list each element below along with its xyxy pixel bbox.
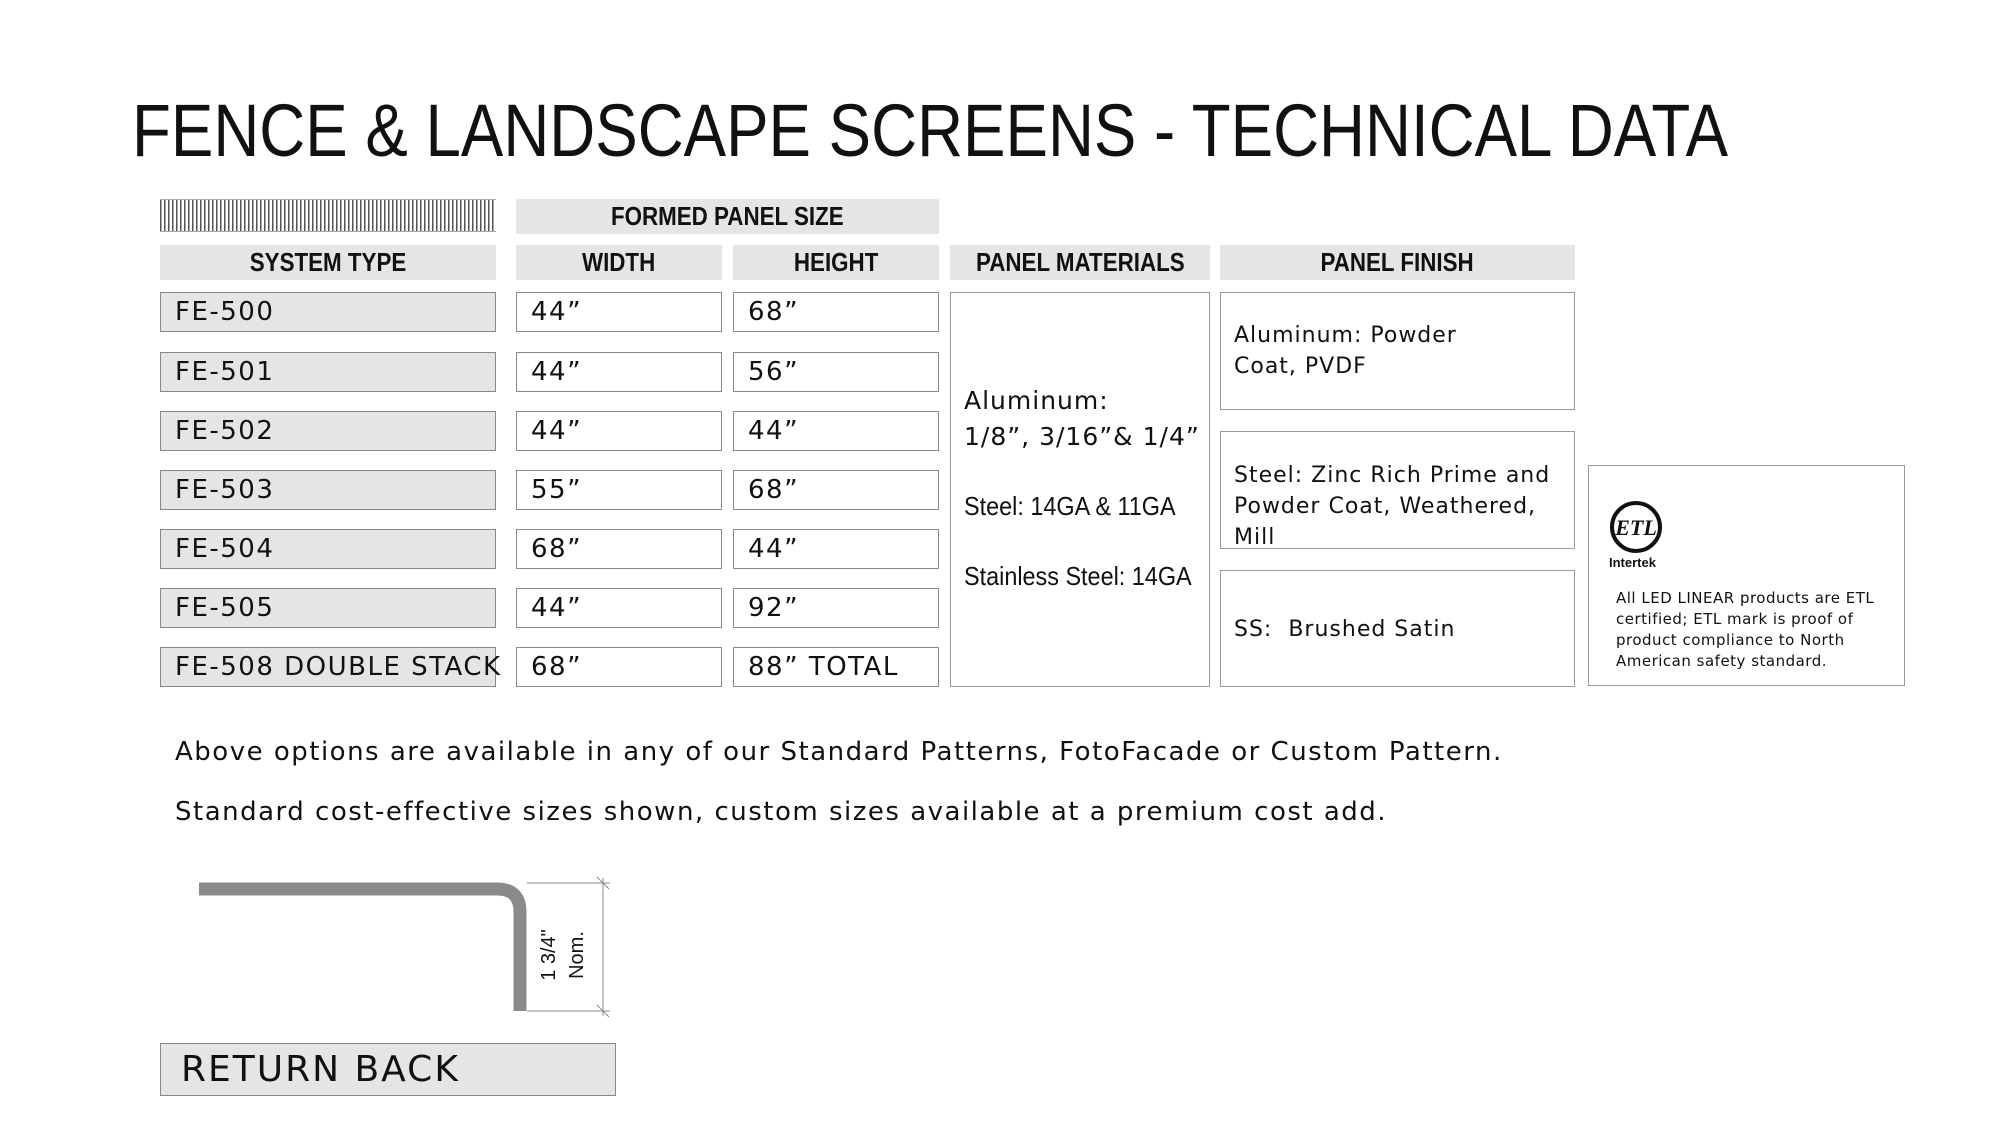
intertek-brand: Intertek: [1609, 555, 1656, 570]
height-cell: 68”: [733, 292, 939, 332]
width-cell: 68”: [516, 647, 722, 687]
dimension-nom: Nom.: [566, 931, 588, 979]
note-sizes: Standard cost-effective sizes shown, custom sizes available at a premium cost add.: [175, 797, 1388, 827]
finish-ss-box: [1220, 570, 1575, 687]
system-type-cell: FE-501: [160, 352, 496, 392]
finish-steel: Steel: Zinc Rich Prime and Powder Coat, Weathered, Mill: [1234, 463, 1551, 550]
height-cell: 68”: [733, 470, 939, 510]
panel-finish-header: PANEL FINISH: [1220, 245, 1575, 280]
width-cell: 44”: [516, 352, 722, 392]
etl-note: All LED LINEAR products are ETL certified; ETL mark is proof of product compliance to North American safety standard.: [1616, 589, 1875, 670]
width-cell: 44”: [516, 411, 722, 451]
finish-aluminum-box: [1220, 292, 1575, 410]
aluminum-sizes: 1/8”, 3/16”& 1/4”: [964, 422, 1200, 451]
finish-steel-box: [1220, 431, 1575, 549]
width-cell: 55”: [516, 470, 722, 510]
system-type-cell: FE-505: [160, 588, 496, 628]
etl-logo-icon: [1608, 499, 1664, 555]
formed-panel-size-header: FORMED PANEL SIZE: [516, 199, 939, 234]
system-type-cell: FE-503: [160, 470, 496, 510]
width-cell: 44”: [516, 292, 722, 332]
stainless-material: Stainless Steel: 14GA: [964, 561, 1192, 591]
hatch-decoration: [160, 199, 496, 232]
system-type-cell: FE-508 DOUBLE STACK: [160, 647, 496, 687]
aluminum-label: Aluminum:: [964, 386, 1109, 415]
dimension-label: [533, 929, 593, 981]
page-title: FENCE & LANDSCAPE SCREENS - TECHNICAL DATA: [132, 89, 1729, 172]
steel-material: Steel: 14GA & 11GA: [964, 491, 1176, 521]
return-back-button[interactable]: RETURN BACK: [160, 1043, 616, 1096]
height-header: HEIGHT: [733, 245, 939, 280]
svg-text:ETL: ETL: [1615, 515, 1657, 540]
system-type-header: SYSTEM TYPE: [160, 245, 496, 280]
width-header: WIDTH: [516, 245, 722, 280]
panel-materials-header: PANEL MATERIALS: [950, 245, 1210, 280]
height-cell: 44”: [733, 529, 939, 569]
height-cell: 92”: [733, 588, 939, 628]
panel-materials-box: [950, 292, 1210, 687]
etl-certification-box: [1588, 465, 1905, 686]
width-cell: 44”: [516, 588, 722, 628]
height-cell: 56”: [733, 352, 939, 392]
dimension-value: 1 3/4": [538, 929, 560, 981]
height-cell: 88” TOTAL: [733, 647, 939, 687]
system-type-cell: FE-502: [160, 411, 496, 451]
note-patterns: Above options are available in any of our Standard Patterns, FotoFacade or Custom Pattern.: [175, 737, 1503, 767]
width-cell: 68”: [516, 529, 722, 569]
finish-ss: SS: Brushed Satin: [1234, 617, 1456, 642]
system-type-cell: FE-500: [160, 292, 496, 332]
height-cell: 44”: [733, 411, 939, 451]
finish-aluminum: Aluminum: Powder Coat, PVDF: [1234, 323, 1457, 379]
system-type-cell: FE-504: [160, 529, 496, 569]
